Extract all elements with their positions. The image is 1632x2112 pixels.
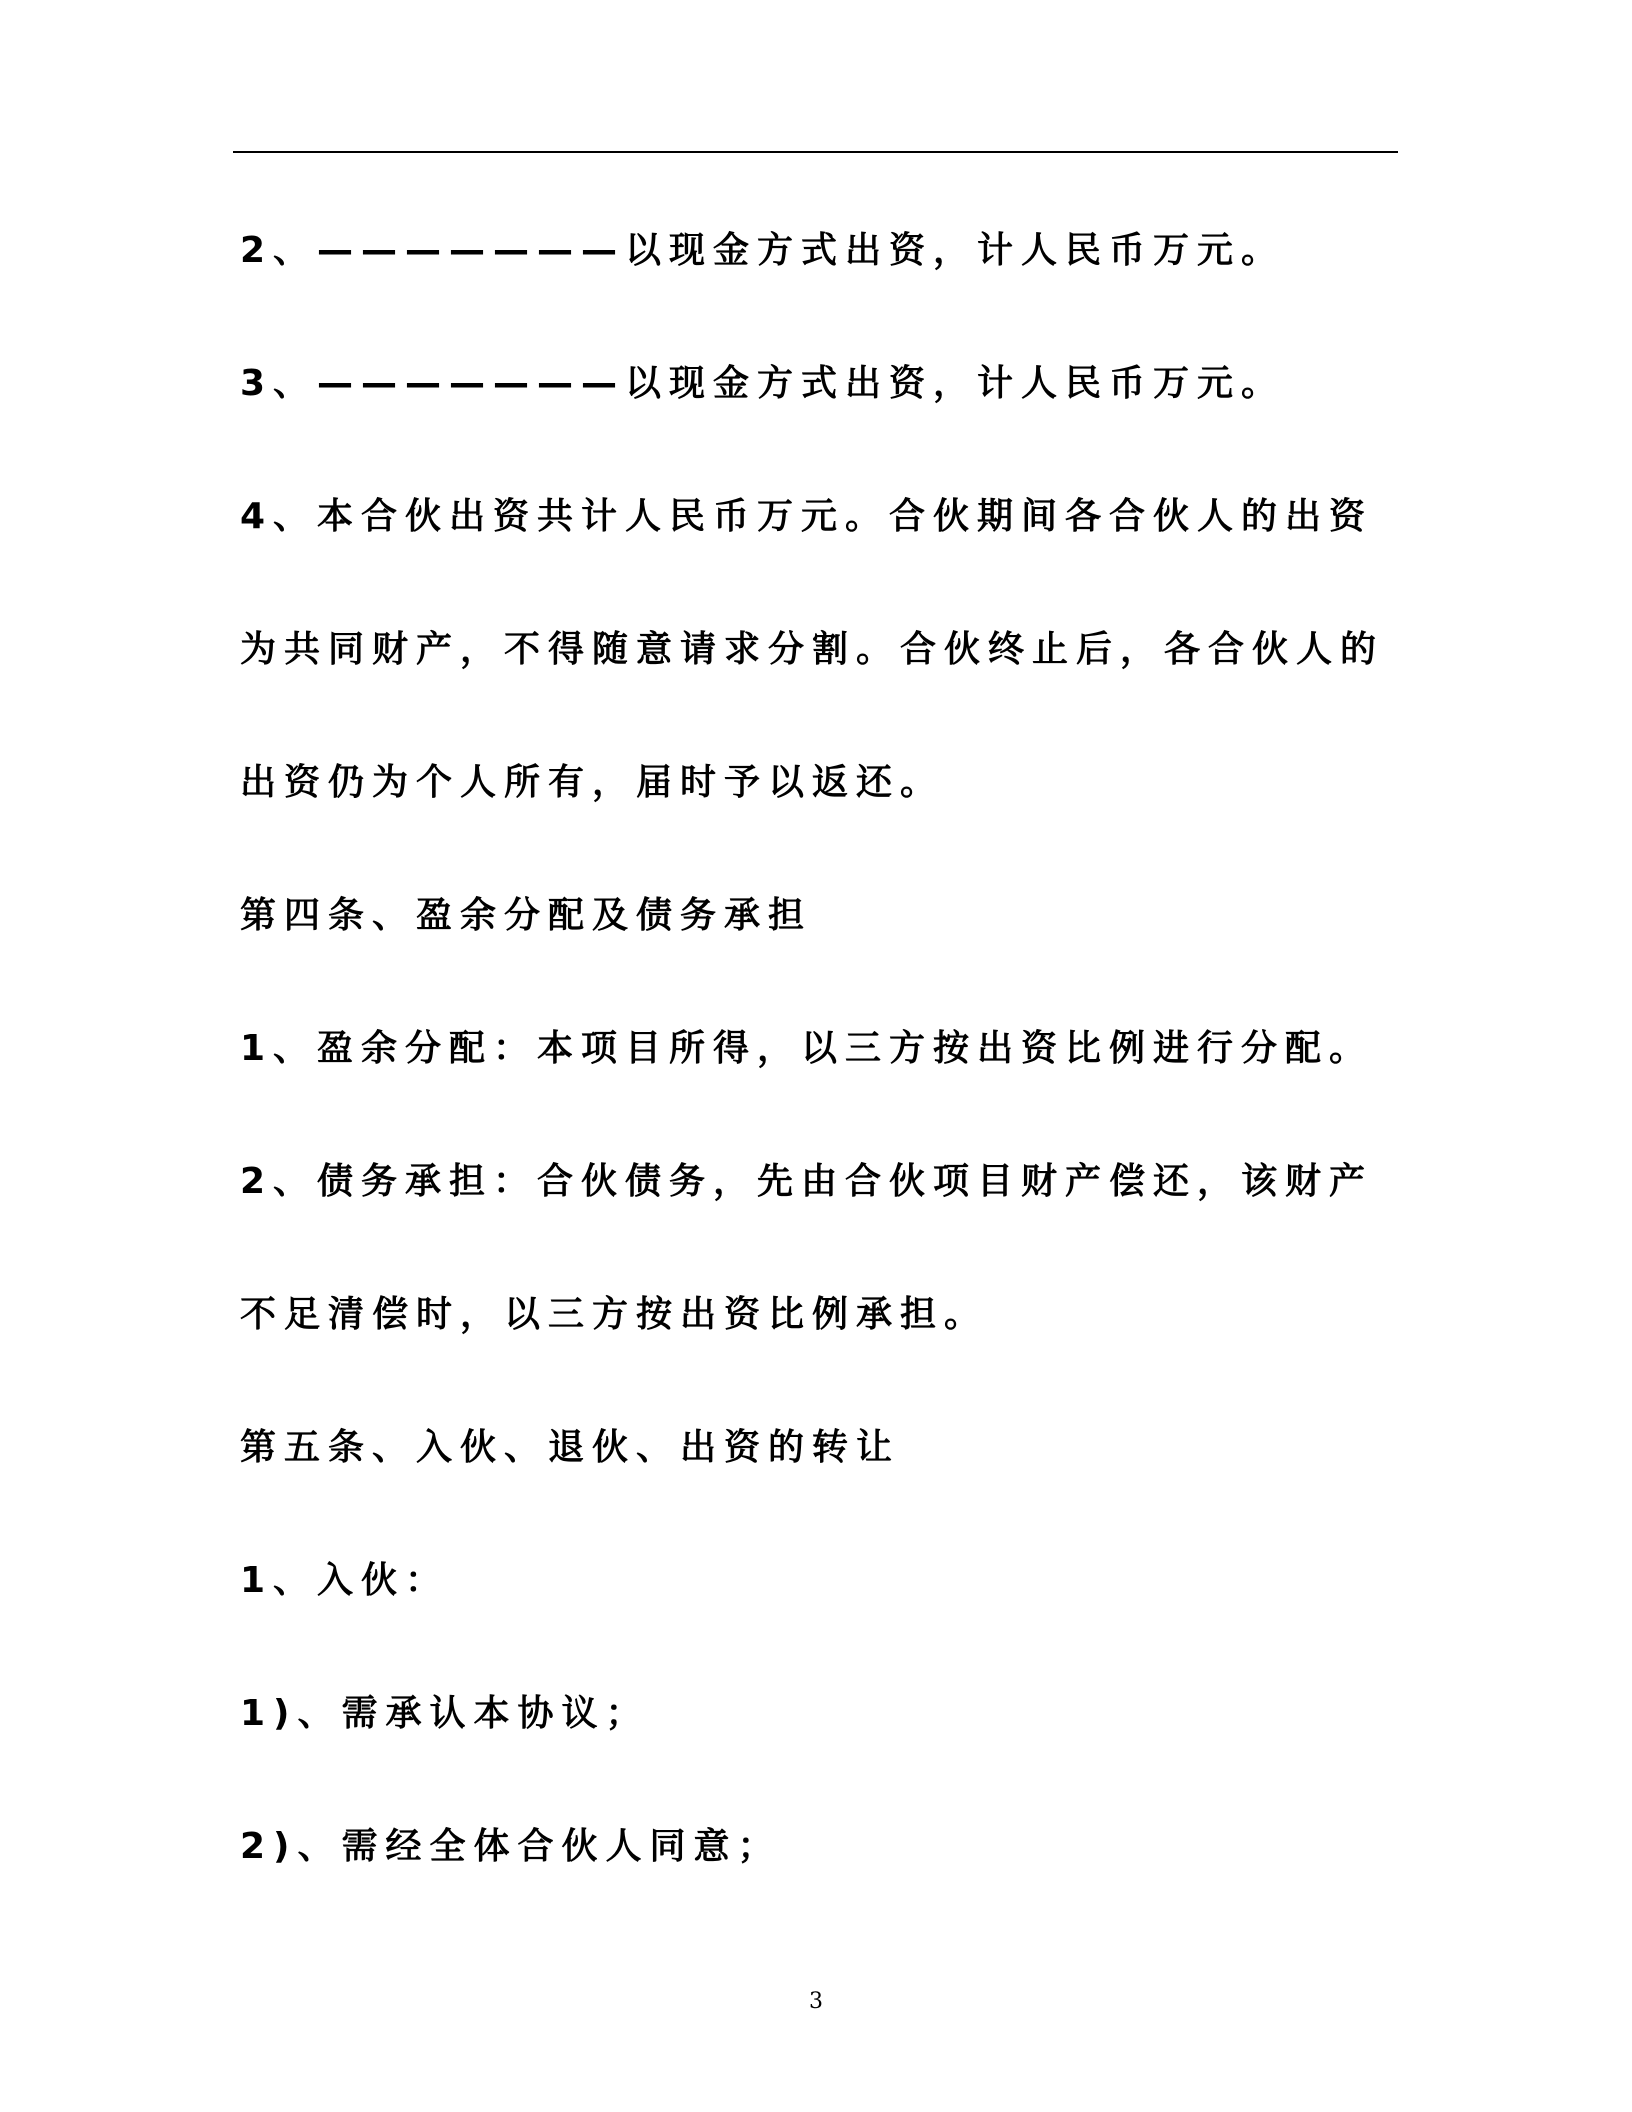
document-body — [240, 216, 1400, 1945]
section-heading: 第四条、盈余分配及债务承担 — [240, 895, 813, 936]
clause-line: 3、———————以现金方式出资，计人民币万元。 — [240, 363, 1286, 404]
page-number: 3 — [809, 1989, 823, 2014]
clause-line: 2、———————以现金方式出资，计人民币万元。 — [240, 230, 1286, 271]
clause-line: 出资仍为个人所有，届时予以返还。 — [240, 762, 945, 803]
clause-line: 1)、需承认本协议； — [240, 1693, 650, 1734]
clause-line: 1、入伙： — [240, 1560, 450, 1601]
clause-line: 为共同财产，不得随意请求分割。合伙终止后，各合伙人的 — [240, 629, 1385, 670]
clause-line: 2)、需经全体合伙人同意； — [240, 1826, 782, 1867]
section-heading: 第五条、入伙、退伙、出资的转让 — [240, 1427, 901, 1468]
clause-line: 不足清偿时，以三方按出资比例承担。 — [240, 1294, 989, 1335]
header-rule — [233, 151, 1398, 153]
clause-line: 1、盈余分配：本项目所得，以三方按出资比例进行分配。 — [240, 1028, 1374, 1069]
clause-line: 4、本合伙出资共计人民币万元。合伙期间各合伙人的出资 — [240, 496, 1374, 537]
clause-line: 2、债务承担：合伙债务，先由合伙项目财产偿还，该财产 — [240, 1161, 1374, 1202]
